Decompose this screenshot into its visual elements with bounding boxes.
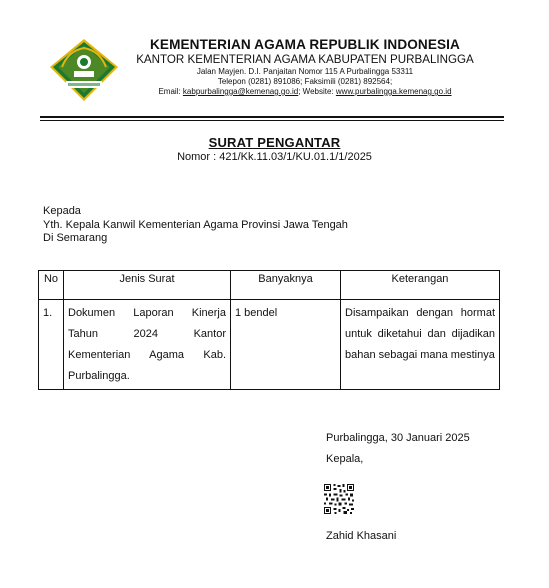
website-link[interactable]: www.purbalingga.kemenag.go.id [335, 87, 452, 96]
document-number: Nomor : 421/Kk.11.03/1/KU.01.1/1/2025 [177, 151, 372, 163]
cell-keterangan: Disampaikan dengan hormat untuk diketahui dan dijadikan bahan sebagai mana mestinya [341, 300, 500, 390]
letterhead [120, 37, 490, 97]
letterhead-office: KANTOR KEMENTERIAN AGAMA KABUPATEN PURBALINGGA [136, 53, 474, 66]
header-keterangan: Keterangan [341, 271, 500, 300]
recipient-block [43, 205, 348, 246]
kemenag-emblem-icon [48, 37, 120, 103]
cell-banyaknya: 1 bendel [231, 300, 341, 390]
signature-block [326, 428, 470, 470]
email-label: Email: [158, 87, 181, 96]
items-table [38, 270, 500, 390]
letterhead-phone: Telepon (0281) 891086; Faksimili (0281) 892564; [217, 77, 393, 86]
document-title: SURAT PENGANTAR [208, 135, 341, 150]
recipient-salutation: Kepada [43, 205, 81, 217]
signature-position: Kepala, [326, 453, 364, 465]
cell-no: 1. [39, 300, 64, 390]
letterhead-divider-thick [40, 116, 504, 118]
cell-jenis-surat: Dokumen Laporan Kinerja Tahun 2024 Kantor Kementerian Agama Kab. Purbalingga. [64, 300, 231, 390]
qr-code-icon [324, 484, 354, 514]
header-no: No [39, 271, 64, 300]
letterhead-org: KEMENTERIAN AGAMA REPUBLIK INDONESIA [150, 37, 460, 52]
table-row [39, 300, 500, 390]
email-link[interactable]: kabpurbalingga@kemenag.go.id [182, 87, 299, 96]
letterhead-divider-thin [40, 120, 504, 121]
recipient-name: Yth. Kepala Kanwil Kementerian Agama Provinsi Jawa Tengah [43, 218, 348, 231]
table-header-row [39, 271, 500, 300]
letterhead-contact [120, 87, 490, 97]
letterhead-address: Jalan Mayjen. D.I. Panjaitan Nomor 115 A Purbalingga 53311 [196, 67, 414, 76]
signature-place-date: Purbalingga, 30 Januari 2025 [326, 432, 470, 444]
signer-name: Zahid Khasani [326, 530, 397, 542]
header-banyaknya: Banyaknya [231, 271, 341, 300]
recipient-place: Di Semarang [43, 232, 108, 244]
header-jenis-surat: Jenis Surat [64, 271, 231, 300]
website-label: ; Website: [298, 87, 334, 96]
